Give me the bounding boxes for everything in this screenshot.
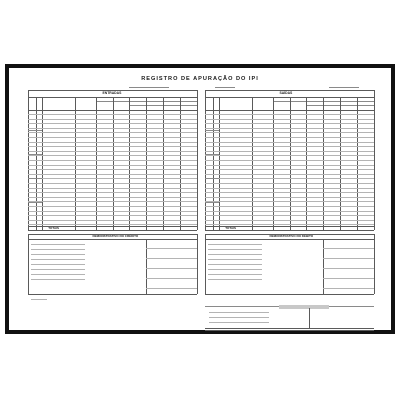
right-summary-header-rule — [205, 239, 374, 240]
left-totals-label: TOTAIS — [48, 225, 59, 230]
right-summary-value-line — [323, 258, 374, 259]
left-summary-text-line — [31, 254, 85, 255]
left-row-line — [28, 151, 197, 152]
right-row-line — [205, 206, 374, 207]
form-sheet — [9, 68, 391, 330]
right-summary-value-line — [323, 288, 374, 289]
right-row-line — [205, 201, 374, 202]
period-mark — [329, 87, 359, 88]
right-row-line — [205, 119, 374, 120]
left-row-line — [28, 119, 197, 120]
left-row-line — [28, 169, 197, 170]
right-row-line — [205, 178, 374, 179]
right-row-line — [205, 165, 374, 166]
left-row-line — [28, 192, 197, 193]
right-row-line — [205, 146, 374, 147]
right-summary-text-line — [208, 249, 262, 250]
right-row-line — [205, 188, 374, 189]
right-row-line — [205, 174, 374, 175]
left-summary-right — [197, 234, 198, 294]
form-title: REGISTRO DE APURAÇÃO DO IPI — [141, 76, 259, 82]
right-summary-text-line — [208, 274, 262, 275]
right-summary-bottom — [205, 294, 374, 295]
left-summary-text-line — [31, 274, 85, 275]
left-summary-text-line — [31, 269, 85, 270]
left-row-line — [28, 206, 197, 207]
left-group-rule — [28, 202, 42, 203]
left-summary-text-line — [31, 264, 85, 265]
left-summary-value-line — [146, 268, 197, 269]
left-row-line — [28, 178, 197, 179]
right-row-line — [205, 224, 374, 225]
right-row-line — [205, 160, 374, 161]
right-summary-text-line — [208, 259, 262, 260]
left-row-line — [28, 197, 197, 198]
period-mark — [215, 87, 235, 88]
left-summary-text-line — [31, 244, 85, 245]
left-summary-value-line — [146, 248, 197, 249]
form-frame — [5, 64, 395, 334]
left-section-header: ENTRADAS — [102, 90, 122, 95]
right-summary-text-line — [208, 269, 262, 270]
left-row-line — [28, 146, 197, 147]
left-row-line — [28, 165, 197, 166]
period-mark — [129, 87, 169, 88]
left-summary-left — [28, 234, 29, 294]
left-summary-text-line — [31, 279, 85, 280]
right-summary-text-line — [208, 279, 262, 280]
right-row-line — [205, 128, 374, 129]
right-row-line — [205, 220, 374, 221]
right-row-line — [205, 169, 374, 170]
right-totals-label: TOTAIS — [225, 225, 236, 230]
left-group-rule — [28, 130, 42, 131]
left-row-line — [28, 174, 197, 175]
left-summary-value-line — [146, 288, 197, 289]
right-summary-right — [374, 234, 375, 294]
right-summary-value-line — [323, 278, 374, 279]
right-row-line — [205, 132, 374, 133]
right-row-line — [205, 197, 374, 198]
right-row-line — [205, 142, 374, 143]
right-row-line — [205, 211, 374, 212]
right-row-line — [205, 151, 374, 152]
left-row-line — [28, 211, 197, 212]
right-group-rule — [205, 202, 219, 203]
right-group-rule — [205, 154, 219, 155]
left-summary-text-line — [31, 249, 85, 250]
left-row-line — [28, 220, 197, 221]
left-row-line — [28, 188, 197, 189]
right-row-line — [205, 137, 374, 138]
left-row-line — [28, 132, 197, 133]
left-summary-text-line — [31, 259, 85, 260]
right-row-line — [205, 155, 374, 156]
left-group-rule — [28, 154, 42, 155]
right-summary-value-line — [323, 248, 374, 249]
left-row-line — [28, 114, 197, 115]
left-row-line — [28, 155, 197, 156]
right-group-rule — [205, 178, 219, 179]
lower-block-header-band — [279, 305, 329, 309]
footnote-line — [31, 299, 47, 300]
signature-top — [205, 330, 374, 331]
left-summary-header: DEMONSTRATIVO DO CRÉDITO — [92, 233, 139, 238]
right-row-line — [205, 123, 374, 124]
left-group-rule — [28, 178, 42, 179]
right-summary-value-line — [323, 268, 374, 269]
left-summary-header-rule — [28, 239, 197, 240]
right-table-bottom — [205, 230, 374, 231]
right-summary-text-line — [208, 264, 262, 265]
right-summary-header: DEMONSTRATIVO DO DÉBITO — [269, 233, 314, 238]
left-row-line — [28, 224, 197, 225]
lower-block-text-line — [209, 317, 269, 318]
left-row-line — [28, 201, 197, 202]
left-row-line — [28, 183, 197, 184]
left-summary-value-line — [146, 258, 197, 259]
right-row-line — [205, 183, 374, 184]
left-row-line — [28, 215, 197, 216]
right-summary-text-line — [208, 244, 262, 245]
right-row-line — [205, 114, 374, 115]
left-row-line — [28, 128, 197, 129]
right-row-line — [205, 192, 374, 193]
right-summary-left — [205, 234, 206, 294]
lower-block-column — [309, 308, 310, 328]
right-group-rule — [205, 130, 219, 131]
lower-block-text-line — [209, 322, 269, 323]
left-row-line — [28, 142, 197, 143]
right-row-line — [205, 215, 374, 216]
left-row-line — [28, 137, 197, 138]
left-row-line — [28, 160, 197, 161]
left-summary-value-line — [146, 278, 197, 279]
right-section-header: SAÍDAS — [279, 90, 293, 95]
left-table-bottom — [28, 230, 197, 231]
left-summary-bottom — [28, 294, 197, 295]
lower-block-text-line — [209, 312, 269, 313]
right-table-right — [374, 90, 375, 230]
right-summary-text-line — [208, 254, 262, 255]
left-table-right — [197, 90, 198, 230]
left-row-line — [28, 123, 197, 124]
lower-block-bottom — [205, 328, 374, 329]
